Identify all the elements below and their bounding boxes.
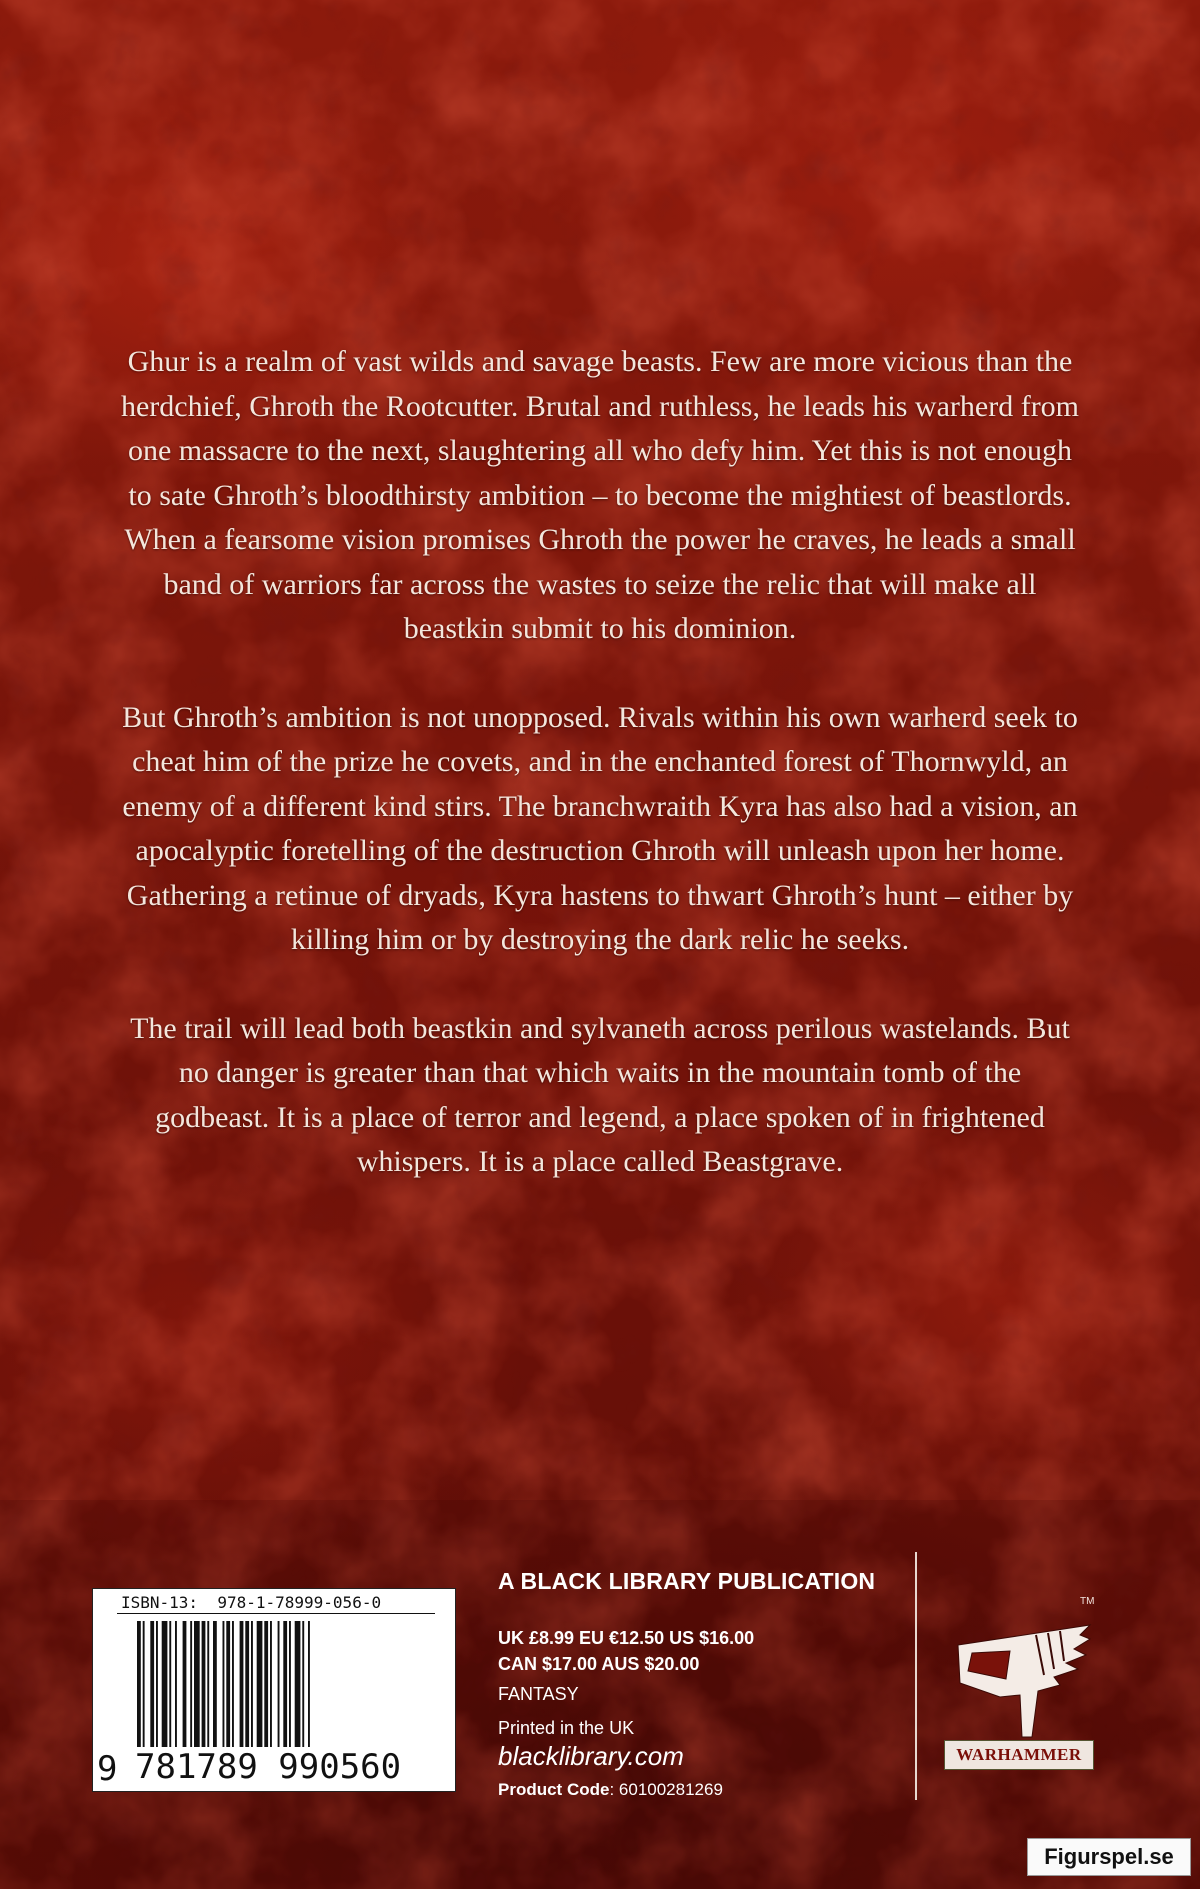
barcode-bar [156, 1621, 158, 1747]
barcode-bar [240, 1621, 244, 1747]
website-link: blacklibrary.com [498, 1741, 684, 1771]
divider-line [915, 1552, 917, 1800]
barcode-bar [264, 1621, 268, 1747]
isbn-label: ISBN-13: 978-1-78999-056-0 [121, 1593, 382, 1612]
retailer-watermark: Figurspel.se [1027, 1838, 1191, 1876]
barcode-bar [278, 1621, 280, 1747]
printed-location: Printed in the UK [498, 1718, 635, 1738]
barcode-bar [202, 1621, 206, 1747]
barcode-digits: 781789 990560 [135, 1747, 402, 1787]
blurb [120, 340, 1080, 1229]
barcode-bar [190, 1621, 192, 1747]
barcode-bar [169, 1621, 171, 1747]
blurb-paragraph-3: The trail will lead both beastkin and sylvaneth across perilous wastelands. But no danger is greater than that which waits in the mountain tomb of the godbeast. It is a place of terror and legend, a place spoken of in frightened whispers. It is a place called Beastgrave. [130, 1011, 1070, 1178]
product-code-label: Product Code [498, 1780, 610, 1799]
barcode-bar [150, 1621, 154, 1747]
product-code: Product Code: 60100281269 [498, 1780, 723, 1799]
barcode-bar [223, 1621, 225, 1747]
isbn-underline [117, 1613, 435, 1614]
publication-info [498, 1568, 898, 1800]
price-line-1: UK £8.99 EU €12.50 US $16.00 [498, 1628, 755, 1648]
barcode-bar [207, 1621, 209, 1747]
barcode-bar [270, 1621, 272, 1747]
barcode-bar [257, 1621, 263, 1747]
trademark-symbol: TM [1080, 1596, 1095, 1607]
barcode-bar [162, 1621, 168, 1747]
blurb-paragraph-1: Ghur is a realm of vast wilds and savage beasts. Few are more vicious than the herdchief, Ghroth the Rootcutter. Brutal and ruthless, he leads his warherd from one massacre to the next, slaughtering all who defy him. Yet this is not enough to sate Ghroth’s bloodthirsty ambition – to become the mightiest of beastlords. When a fearsome vision promises Ghroth the power he craves, he leads a small band of warriors far across the wastes to seize the relic that will make all beastkin submit to his dominion. [120, 345, 1080, 645]
blurb-paragraph-2: But Ghroth’s ambition is not unopposed. Rivals within his own warherd seek to cheat him of the prize he covets, and in the enchanted forest of Thornwyld, an enemy of a different kind stirs. The branchwraith Kyra has also had a vision, an apocalyptic foretelling of the destruction Ghroth will unleash upon her home. Gathering a retinue of dryads, Kyra hastens to thwart Ghroth’s hunt – either by killing him or by destroying the dark relic he seeks. [122, 700, 1078, 956]
barcode-bar [289, 1621, 291, 1747]
genre: FANTASY [498, 1684, 579, 1704]
barcode-bar [213, 1621, 217, 1747]
warhammer-wordmark: WARHAMMER [944, 1740, 1094, 1770]
publisher-label: A BLACK LIBRARY PUBLICATION [498, 1568, 876, 1594]
price-line-2: CAN $17.00 AUS $20.00 [498, 1654, 700, 1674]
barcode-lead-digit: 9 [97, 1749, 118, 1789]
barcode-bar [175, 1621, 177, 1747]
barcode-bar [295, 1621, 301, 1747]
barcode-bar [194, 1621, 200, 1747]
barcode-bar [283, 1621, 287, 1747]
product-code-value: 60100281269 [618, 1780, 723, 1799]
barcode-bar [245, 1621, 249, 1747]
barcode-bar [183, 1621, 187, 1747]
barcode-bar [251, 1621, 253, 1747]
isbn-barcode [92, 1588, 456, 1792]
